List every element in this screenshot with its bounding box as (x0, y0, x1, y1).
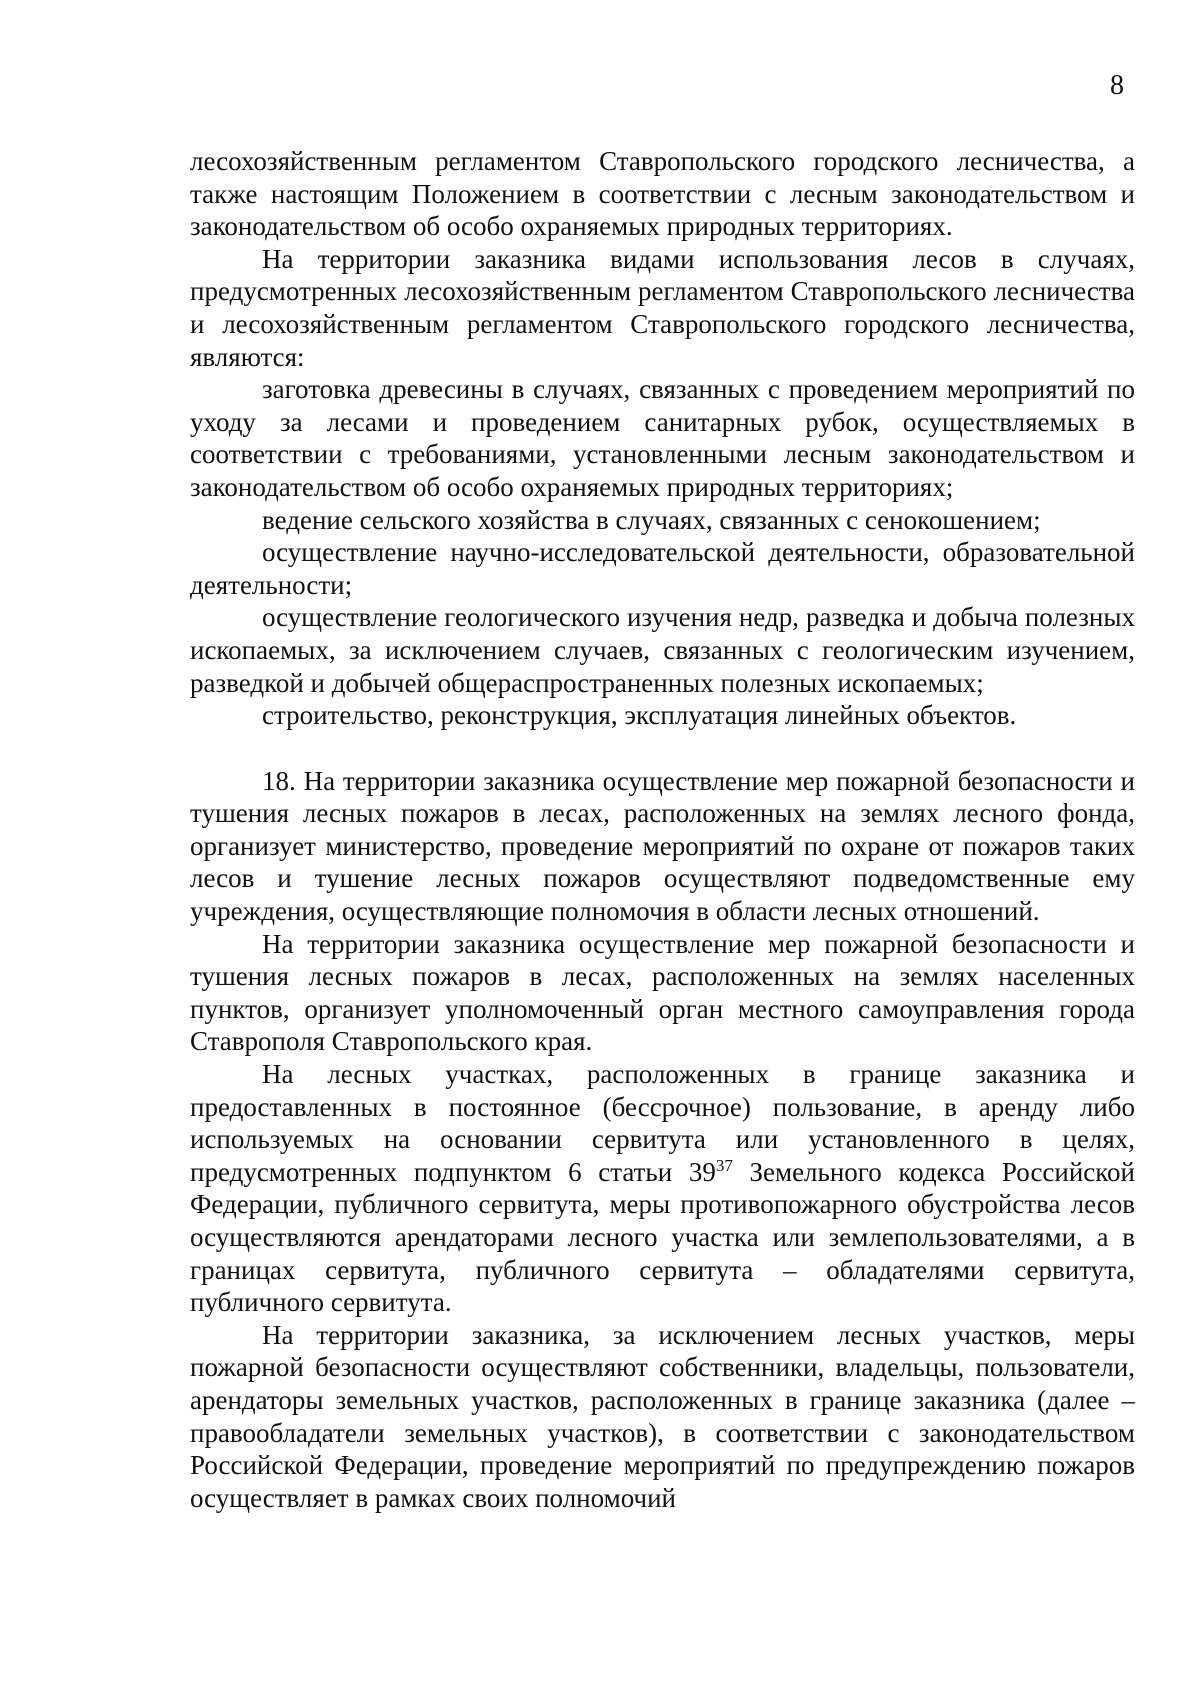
article-superscript: 37 (715, 1155, 733, 1175)
list-item-agriculture: ведение сельского хозяйства в случаях, связанных с сенокошением; (262, 504, 1041, 535)
section-spacer (190, 732, 1135, 765)
list-item-timber-harvesting: заготовка древесины в случаях, связанных с проведением мероприятий по уходу за лесами и проведением санитарных рубок, осуществляемых в соответствии с требованиями, установленными лесным законодательством и законодательством об особо охраняемых природных территориях; (190, 374, 1135, 502)
leased-plots-text-end: Земельного кодекса Российской Федерации, публичного сервитута, меры противопожарного обустройства лесов осуществляются арендаторами лесного участка или землепользователями, а в границах сервитута, публичного сервитута – обладателями сервитута, публичного сервитута. (190, 1156, 1135, 1318)
paragraph-forest-use-types: На территории заказника видами использования лесов в случаях, предусмотренных лесохозяйственным регламентом Ставропольского лесничества и лесохозяйственным регламентом Ставропольского городского лесничества, являются: (190, 243, 1135, 372)
paragraph-leased-plots (190, 1058, 1135, 1319)
leased-plots-text-start: На лесных участках, расположенных в границе заказника и предоставленных в постоянное (бессрочное) пользование, в аренду либо используемых на основании сервитута или установленного в целях, предусмотренных подпунктом 6 статьи 39 (190, 1059, 1135, 1187)
paragraph-settlement-lands: На территории заказника осуществление мер пожарной безопасности и тушения лесных пожаров в лесах, расположенных на землях населенных пунктов, организует уполномоченный орган местного самоуправления города Ставрополя Ставропольского края. (190, 928, 1135, 1057)
paragraph-section-18: 18. На территории заказника осуществление мер пожарной безопасности и тушения лесных пожаров в лесах, расположенных на землях лесного фонда, организует министерство, проведение мероприятий по охране от пожаров таких лесов и тушение лесных пожаров осуществляют подведомственные ему учреждения, осуществляющие полномочия в области лесных отношений. (190, 765, 1135, 927)
list-item-linear-objects: строительство, реконструкция, эксплуатация линейных объектов. (262, 700, 1017, 731)
page-number: 8 (1110, 70, 1124, 101)
list-item-geological-study: осуществление геологического изучения недр, разведка и добыча полезных ископаемых, за исключением случаев, связанных с геологическим изучением, разведкой и добычей общераспространенных полезных ископаемых; (190, 602, 1135, 698)
paragraph-fire-safety-owners: На территории заказника, за исключением лесных участков, меры пожарной безопасности осуществляют собственники, владельцы, пользователи, арендаторы земельных участков, расположенных в границе заказника (далее – правообладатели земельных участков), в соответствии с законодательством Российской Федерации, проведение мероприятий по предупреждению пожаров осуществляет в рамках своих полномочий (190, 1319, 1135, 1513)
list-item-research-education: осуществление научно-исследовательской деятельности, образовательной деятельности; (190, 537, 1135, 600)
document-body (190, 145, 1135, 1514)
paragraph-regulation-continuation: лесохозяйственным регламентом Ставропольского городского лесничества, а также настоящим Положением в соответствии с лесным законодательством и законодательством об особо охраняемых природных территориях. (190, 146, 1135, 242)
